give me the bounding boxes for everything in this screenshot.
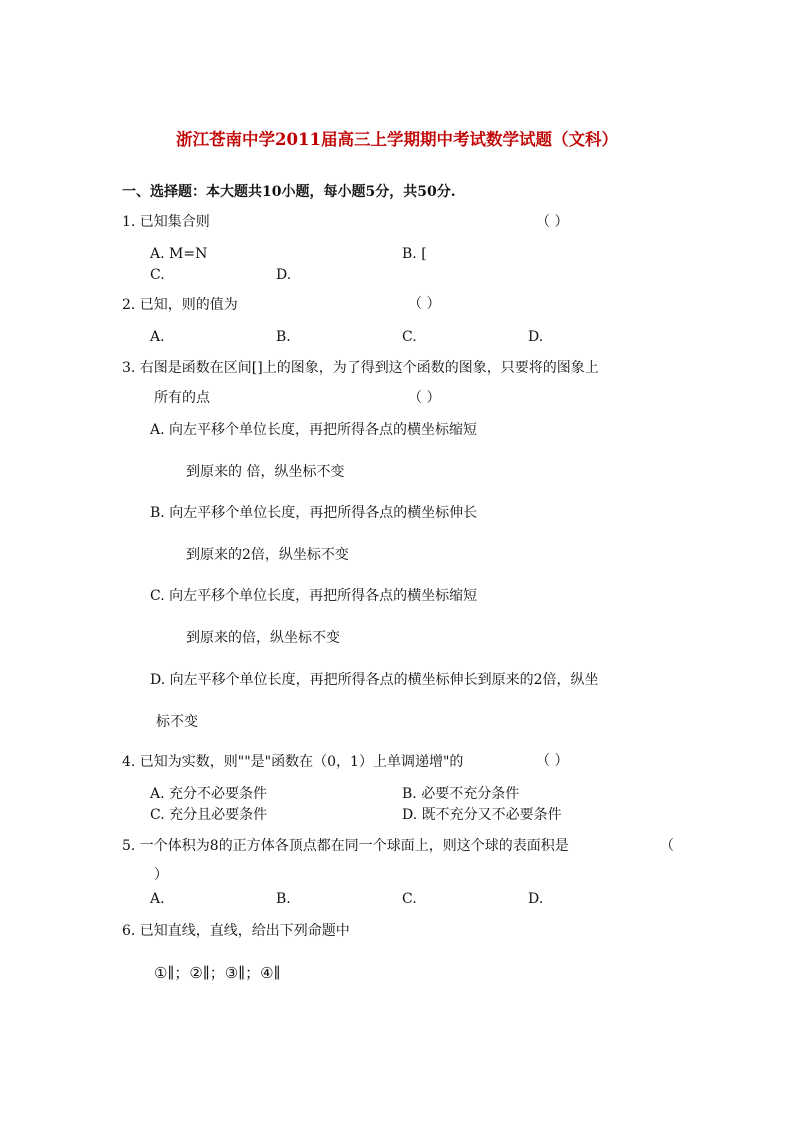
q2-option-b: B. (276, 329, 291, 345)
q2-option-a: A. (150, 329, 165, 345)
q3-stem-continued: 所有的点 (154, 390, 210, 406)
q1-option-b: B. [ (402, 246, 427, 262)
q6-propositions: ①∥；②∥；③∥；④∥ (154, 964, 281, 982)
q3-stem: 3. 右图是函数在区间[]上的图象，为了得到这个函数的图象，只要将的图象上 (122, 360, 599, 376)
q4-option-b: B. 必要不充分条件 (402, 786, 520, 802)
q4-answer-paren: （ ） (536, 753, 569, 769)
q3-option-b: B. 向左平移个单位长度，再把所得各点的横坐标伸长 (150, 505, 478, 521)
q2-answer-paren: （ ） (408, 296, 441, 312)
q5-option-c: C. (402, 891, 417, 907)
q3-option-d: D. 向左平移个单位长度，再把所得各点的横坐标伸长到原来的2倍，纵坐 (150, 672, 599, 688)
q3-option-d-continued: 标不变 (156, 714, 198, 730)
q5-stem: 5. 一个体积为8的正方体各顶点都在同一个球面上，则这个球的表面积是 (122, 838, 569, 854)
q1-option-d: D. (276, 267, 292, 283)
q3-answer-paren: （ ） (408, 390, 441, 406)
q2-option-c: C. (402, 329, 417, 345)
q2-stem: 2. 已知，则的值为 (122, 297, 238, 313)
q5-option-b: B. (276, 891, 291, 907)
q5-paren-close: ） (154, 867, 168, 883)
q3-option-b-continued: 到原来的2倍，纵坐标不变 (186, 547, 349, 563)
q3-option-c-continued: 到原来的倍，纵坐标不变 (186, 630, 340, 646)
q2-option-d: D. (528, 329, 544, 345)
section-label: 一、选择题： (122, 184, 206, 200)
q6-stem: 6. 已知直线，直线，给出下列命题中 (122, 923, 350, 939)
q5-option-d: D. (528, 891, 544, 907)
q3-option-a: A. 向左平移个单位长度，再把所得各点的横坐标缩短 (150, 422, 478, 438)
section-desc: 本大题共10小题，每小题5分，共50分. (206, 184, 456, 200)
q5-option-a: A. (150, 891, 165, 907)
q4-option-a: A. 充分不必要条件 (150, 786, 268, 802)
q3-option-a-continued: 到原来的 倍，纵坐标不变 (186, 464, 345, 480)
q1-option-c: C. (150, 267, 165, 283)
q3-option-c: C. 向左平移个单位长度，再把所得各点的横坐标缩短 (150, 588, 478, 604)
q1-stem: 1. 已知集合则 (122, 214, 210, 230)
exam-title: 浙江苍南中学2011届高三上学期期中考试数学试题（文科） (176, 130, 618, 149)
q4-option-c: C. 充分且必要条件 (150, 807, 268, 823)
q4-stem: 4. 已知为实数，则""是"函数在（0，1）上单调递增"的 (122, 754, 464, 770)
q1-option-a: A. M=N (150, 246, 208, 262)
q4-option-d: D. 既不充分又不必要条件 (402, 807, 562, 823)
section-heading (122, 183, 456, 201)
q1-answer-paren: （ ） (536, 214, 569, 230)
q5-paren-open: （ (660, 838, 674, 854)
